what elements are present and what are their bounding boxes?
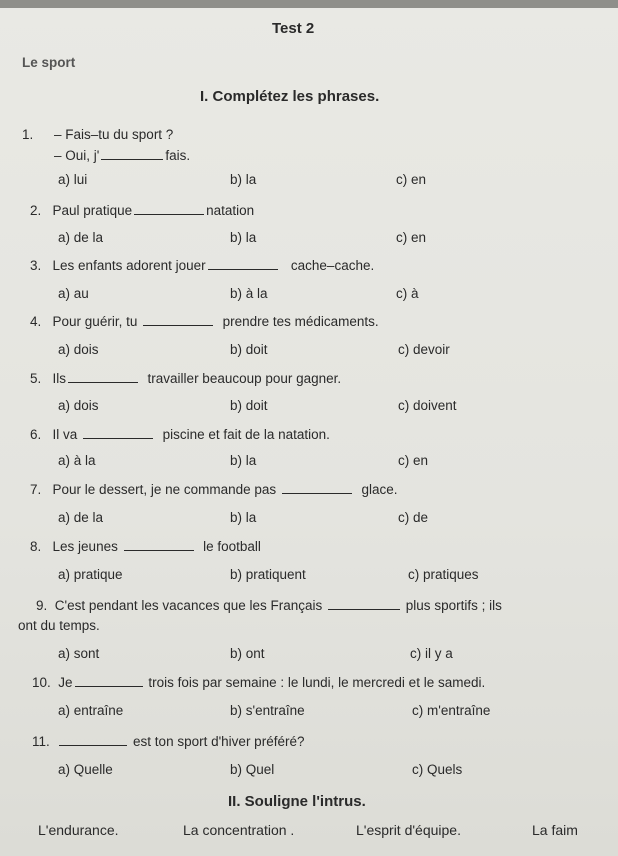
question-text-pre: Les enfants adorent jouer — [52, 258, 206, 273]
option-a: a) à la — [58, 453, 96, 468]
question-text-pre: Ils — [52, 371, 67, 386]
option-b: b) la — [230, 453, 257, 468]
answer-blank[interactable] — [59, 735, 127, 746]
option-c: c) m'entraîne — [412, 703, 491, 718]
option-b: b) la — [230, 172, 257, 187]
option-b: b) Quel — [230, 762, 275, 777]
topic-subtitle: Le sport — [22, 55, 76, 70]
option-a: a) pratique — [58, 567, 123, 582]
option-a: a) dois — [58, 398, 99, 413]
question-number: 4. — [30, 314, 42, 329]
question-text-pre: Les jeunes — [52, 539, 118, 554]
option-c: c) en — [396, 172, 427, 187]
question-number: 5. — [30, 371, 42, 386]
question-number: 2. — [30, 203, 42, 218]
question-text-pre: Il va — [52, 427, 78, 442]
option-a: a) dois — [58, 342, 99, 357]
question-5 — [30, 371, 341, 386]
option-a: a) entraîne — [58, 703, 124, 718]
question-text-post: le football — [203, 539, 261, 554]
question-number: 9. — [36, 598, 48, 613]
question-10 — [32, 675, 485, 690]
option-c: c) Quels — [412, 762, 463, 777]
option-c: c) à — [396, 286, 419, 301]
question-text-pre: Pour le dessert, je ne commande pas — [52, 482, 277, 497]
question-8 — [30, 539, 261, 554]
answer-blank[interactable] — [328, 599, 400, 610]
question-2 — [30, 203, 254, 218]
answer-blank[interactable] — [124, 540, 194, 551]
question-text-post: piscine et fait de la natation. — [162, 427, 330, 442]
option-b: b) doit — [230, 342, 268, 357]
question-text-pre: C'est pendant les vacances que les Français — [54, 598, 323, 613]
question-text-pre: Pour guérir, tu — [52, 314, 138, 329]
question-number: 6. — [30, 427, 42, 442]
question-number: 8. — [30, 539, 42, 554]
answer-blank[interactable] — [143, 315, 213, 326]
option-a: a) au — [58, 286, 89, 301]
question-9 — [36, 598, 502, 613]
option-c: c) pratiques — [408, 567, 479, 582]
question-text-post: travailler beaucoup pour gagner. — [147, 371, 342, 386]
question-text-post: trois fois par semaine : le lundi, le mercredi et le samedi. — [148, 675, 486, 690]
option-a: a) de la — [58, 510, 104, 525]
question-11 — [32, 734, 304, 749]
option-b: b) ont — [230, 646, 265, 661]
option-a: a) lui — [58, 172, 88, 187]
intrus-option-2[interactable]: La concentration . — [183, 822, 295, 838]
option-b: b) doit — [230, 398, 268, 413]
answer-blank[interactable] — [282, 483, 352, 494]
question-1-number: 1. — [22, 127, 34, 142]
question-text-post: natation — [206, 203, 255, 218]
question-text-post: prendre tes médicaments. — [222, 314, 379, 329]
option-a: a) de la — [58, 230, 104, 245]
option-b: b) pratiquent — [230, 567, 306, 582]
option-a: a) sont — [58, 646, 100, 661]
question-6 — [30, 427, 330, 442]
question-1-line2 — [54, 148, 190, 163]
option-c: c) il y a — [410, 646, 453, 661]
page-title: Test 2 — [272, 20, 315, 37]
option-b: b) s'entraîne — [230, 703, 305, 718]
question-text-pre: Je — [58, 675, 73, 690]
answer-blank[interactable] — [75, 676, 143, 687]
answer-blank[interactable] — [68, 372, 138, 383]
option-b: b) la — [230, 230, 257, 245]
answer-blank[interactable] — [208, 259, 278, 270]
answer-blank[interactable] — [101, 149, 163, 160]
intrus-option-1[interactable]: L'endurance. — [38, 822, 119, 838]
question-9-line2: ont du temps. — [18, 618, 100, 633]
question-1-line1: – Fais–tu du sport ? — [54, 127, 174, 142]
question-1-text-post: fais. — [165, 148, 191, 163]
intrus-option-4[interactable]: La faim — [532, 822, 578, 838]
question-text-post: plus sportifs ; ils — [405, 598, 502, 613]
option-c: c) en — [398, 453, 429, 468]
option-a: a) Quelle — [58, 762, 113, 777]
option-c: c) devoir — [398, 342, 450, 357]
question-text-pre: Paul pratique — [52, 203, 133, 218]
intrus-option-3[interactable]: L'esprit d'équipe. — [356, 822, 461, 838]
answer-blank[interactable] — [83, 428, 153, 439]
section-2-heading: II. Souligne l'intrus. — [228, 793, 366, 810]
question-text-post: cache–cache. — [290, 258, 375, 273]
question-number: 7. — [30, 482, 42, 497]
question-3 — [30, 258, 374, 273]
question-number: 3. — [30, 258, 42, 273]
option-b: b) à la — [230, 286, 268, 301]
answer-blank[interactable] — [134, 204, 204, 215]
option-c: c) doivent — [398, 398, 457, 413]
top-edge — [0, 0, 618, 8]
question-1-text-pre: – Oui, j' — [54, 148, 100, 163]
option-b: b) la — [230, 510, 257, 525]
option-c: c) de — [398, 510, 429, 525]
question-text-post: glace. — [361, 482, 398, 497]
section-1-heading: I. Complétez les phrases. — [200, 88, 380, 105]
option-c: c) en — [396, 230, 427, 245]
question-text-post: est ton sport d'hiver préféré? — [133, 734, 305, 749]
question-7 — [30, 482, 397, 497]
question-4 — [30, 314, 379, 329]
question-number: 10. — [32, 675, 51, 690]
question-number: 11. — [32, 734, 50, 749]
